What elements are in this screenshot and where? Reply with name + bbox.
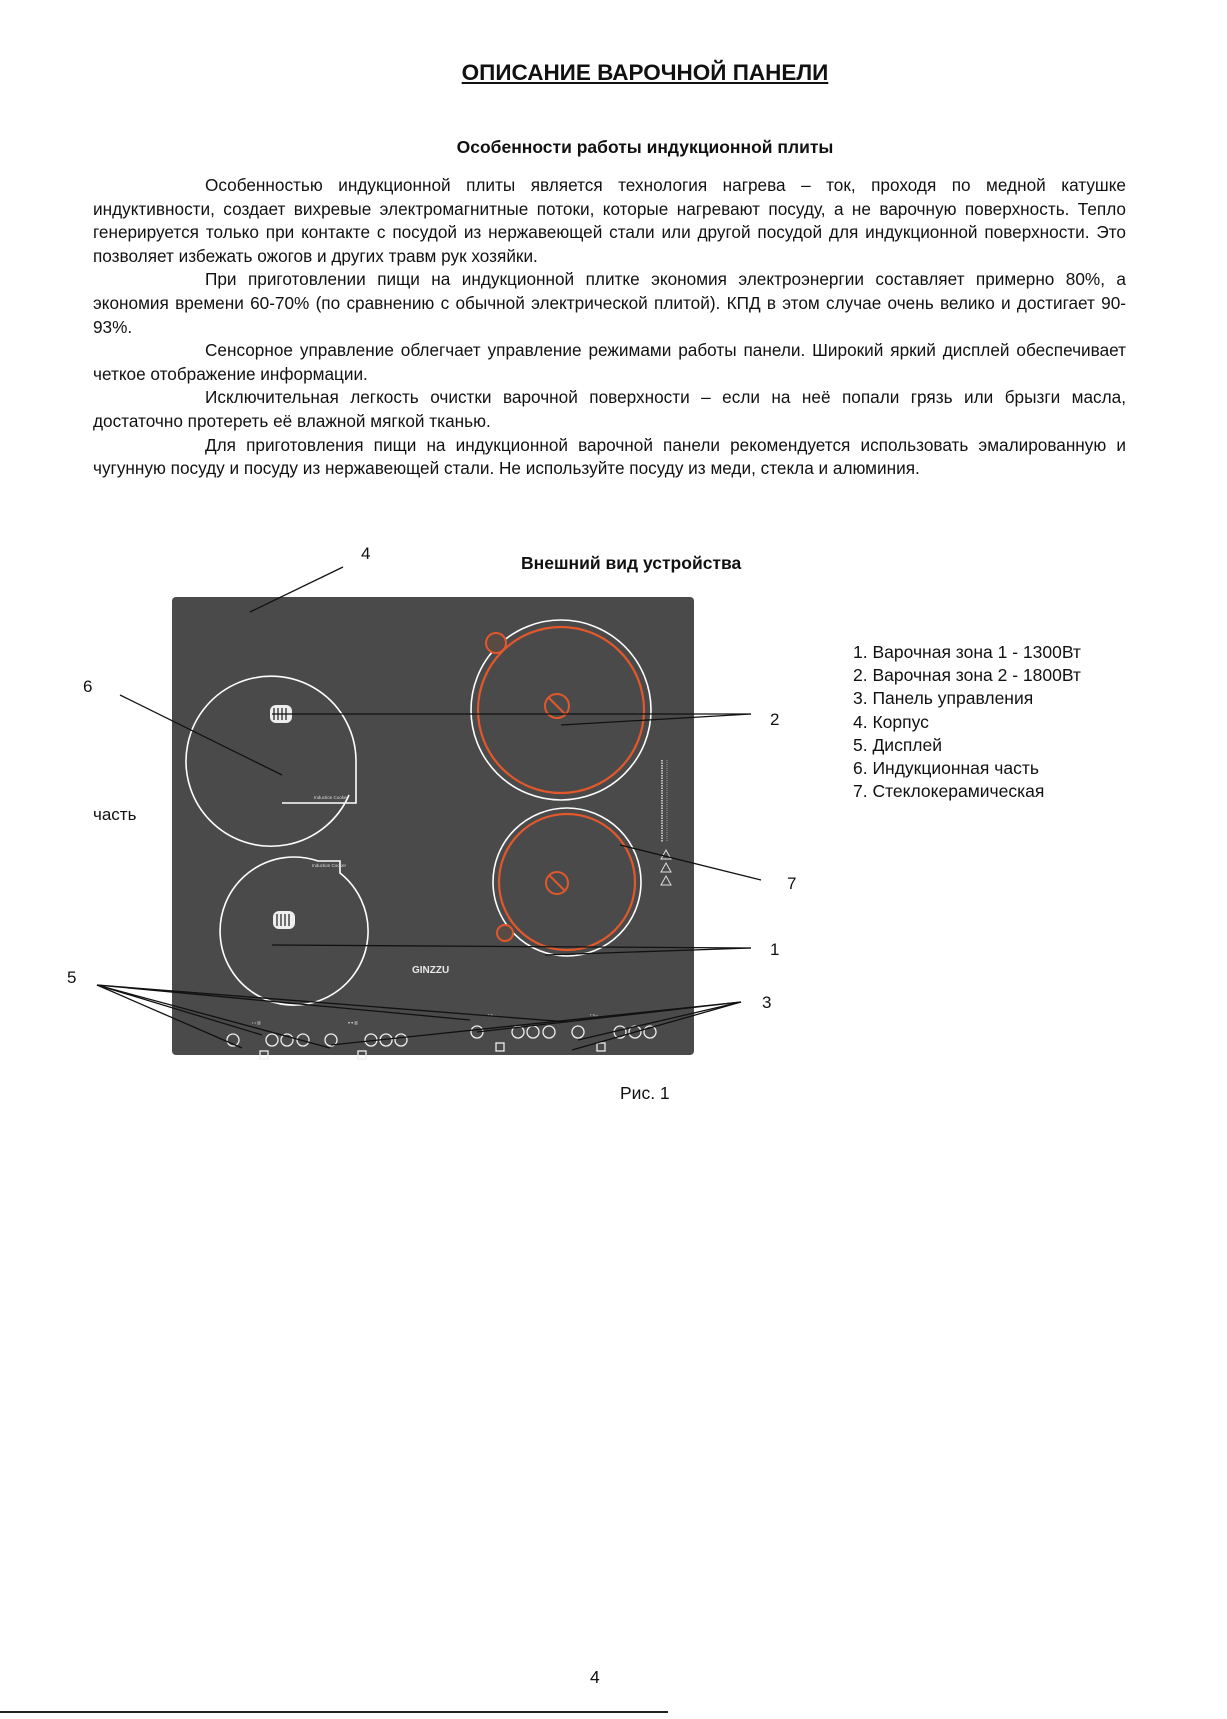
svg-text:ᵀ ᴺ ⌐: ᵀ ᴺ ⌐ (488, 1013, 497, 1018)
paragraph-text: Для приготовления пищи на индукционной варочной панели рекомендуется использовать эмалированную и чугунную посуду и посуду из нержавеющей стали. Не используйте посуду из меди, стекла и алюминия. (93, 434, 1126, 479)
legend-item: 6. Индукционная часть (853, 758, 1039, 779)
callout-4: 4 (361, 544, 371, 563)
legend-item: 5. Дисплей (853, 734, 943, 755)
zone-indicator-icon (486, 633, 506, 653)
callout-1: 1 (770, 940, 780, 959)
zone-indicator-icon (497, 925, 513, 941)
side-note: часть (93, 805, 137, 824)
section-subtitle: Особенности работы индукционной плиты (456, 137, 834, 157)
coil-icon (273, 911, 295, 929)
callout-5: 5 (67, 968, 77, 987)
paragraph-text: При приготовлении пищи на индукционной плитке экономия электроэнергии составляет примерно 80%, а экономия времени 60-70% (по сравнению с обычной электрической плитой). КПД в этом случае очень велико и достигает 90-93%. (93, 269, 1126, 337)
paragraph-text: Сенсорное управление облегчает управление режимами работы панели. Широкий яркий дисплей обеспечивает четкое отображение информации. (93, 340, 1126, 384)
page-title: ОПИСАНИЕ ВАРОЧНОЙ ПАНЕЛИ (461, 60, 829, 85)
legend-item: 4. Корпус (853, 711, 929, 732)
callout-7: 7 (787, 874, 797, 893)
svg-text:ᵀ ᴺ ⌐: ᵀ ᴺ ⌐ (590, 1013, 599, 1018)
legend-item: 7. Стеклокерамическая (853, 781, 1045, 802)
paragraph-text: Исключительная легкость очистки варочной поверхности – если на неё попали грязь или брызги масла, достаточно протереть её влажной мягкой тканью. (93, 387, 1126, 431)
figure-title: Внешний вид устройства (521, 553, 742, 573)
legend-item: 2. Варочная зона 2 - 1800Вт (853, 665, 1081, 686)
paragraph-text: Особенностью индукционной плиты является технология нагрева – ток, проходя по медной катушке индуктивности, создает вихревые электромагнитные потоки, которые нагревают посуду, а не варочную поверхность. Тепло генерируется только при контакте с посудой из нержавеющей стали или другой посудой для индукционной поверхности. Это позволяет избежать ожогов и других травм рук хозяйки. (93, 175, 1126, 266)
figure-legend (853, 641, 1081, 803)
zone-label: Induction Cooker (312, 863, 347, 868)
svg-text:• • ▥: • • ▥ (252, 1020, 261, 1025)
figure-caption: Рис. 1 (620, 1083, 670, 1103)
svg-text:▾ ▾ ▥: ▾ ▾ ▥ (348, 1020, 359, 1025)
brand-logo: GINZZU (412, 965, 450, 976)
page-number: 4 (590, 1667, 600, 1687)
callout-3: 3 (762, 993, 772, 1012)
callout-6: 6 (83, 677, 93, 696)
callout-2: 2 (770, 710, 780, 729)
legend-item: 1. Варочная зона 1 - 1300Вт (853, 642, 1081, 662)
zone-label: Induction Cooker (314, 795, 349, 800)
legend-item: 3. Панель управления (853, 688, 1034, 709)
footer-rule (0, 1711, 668, 1713)
